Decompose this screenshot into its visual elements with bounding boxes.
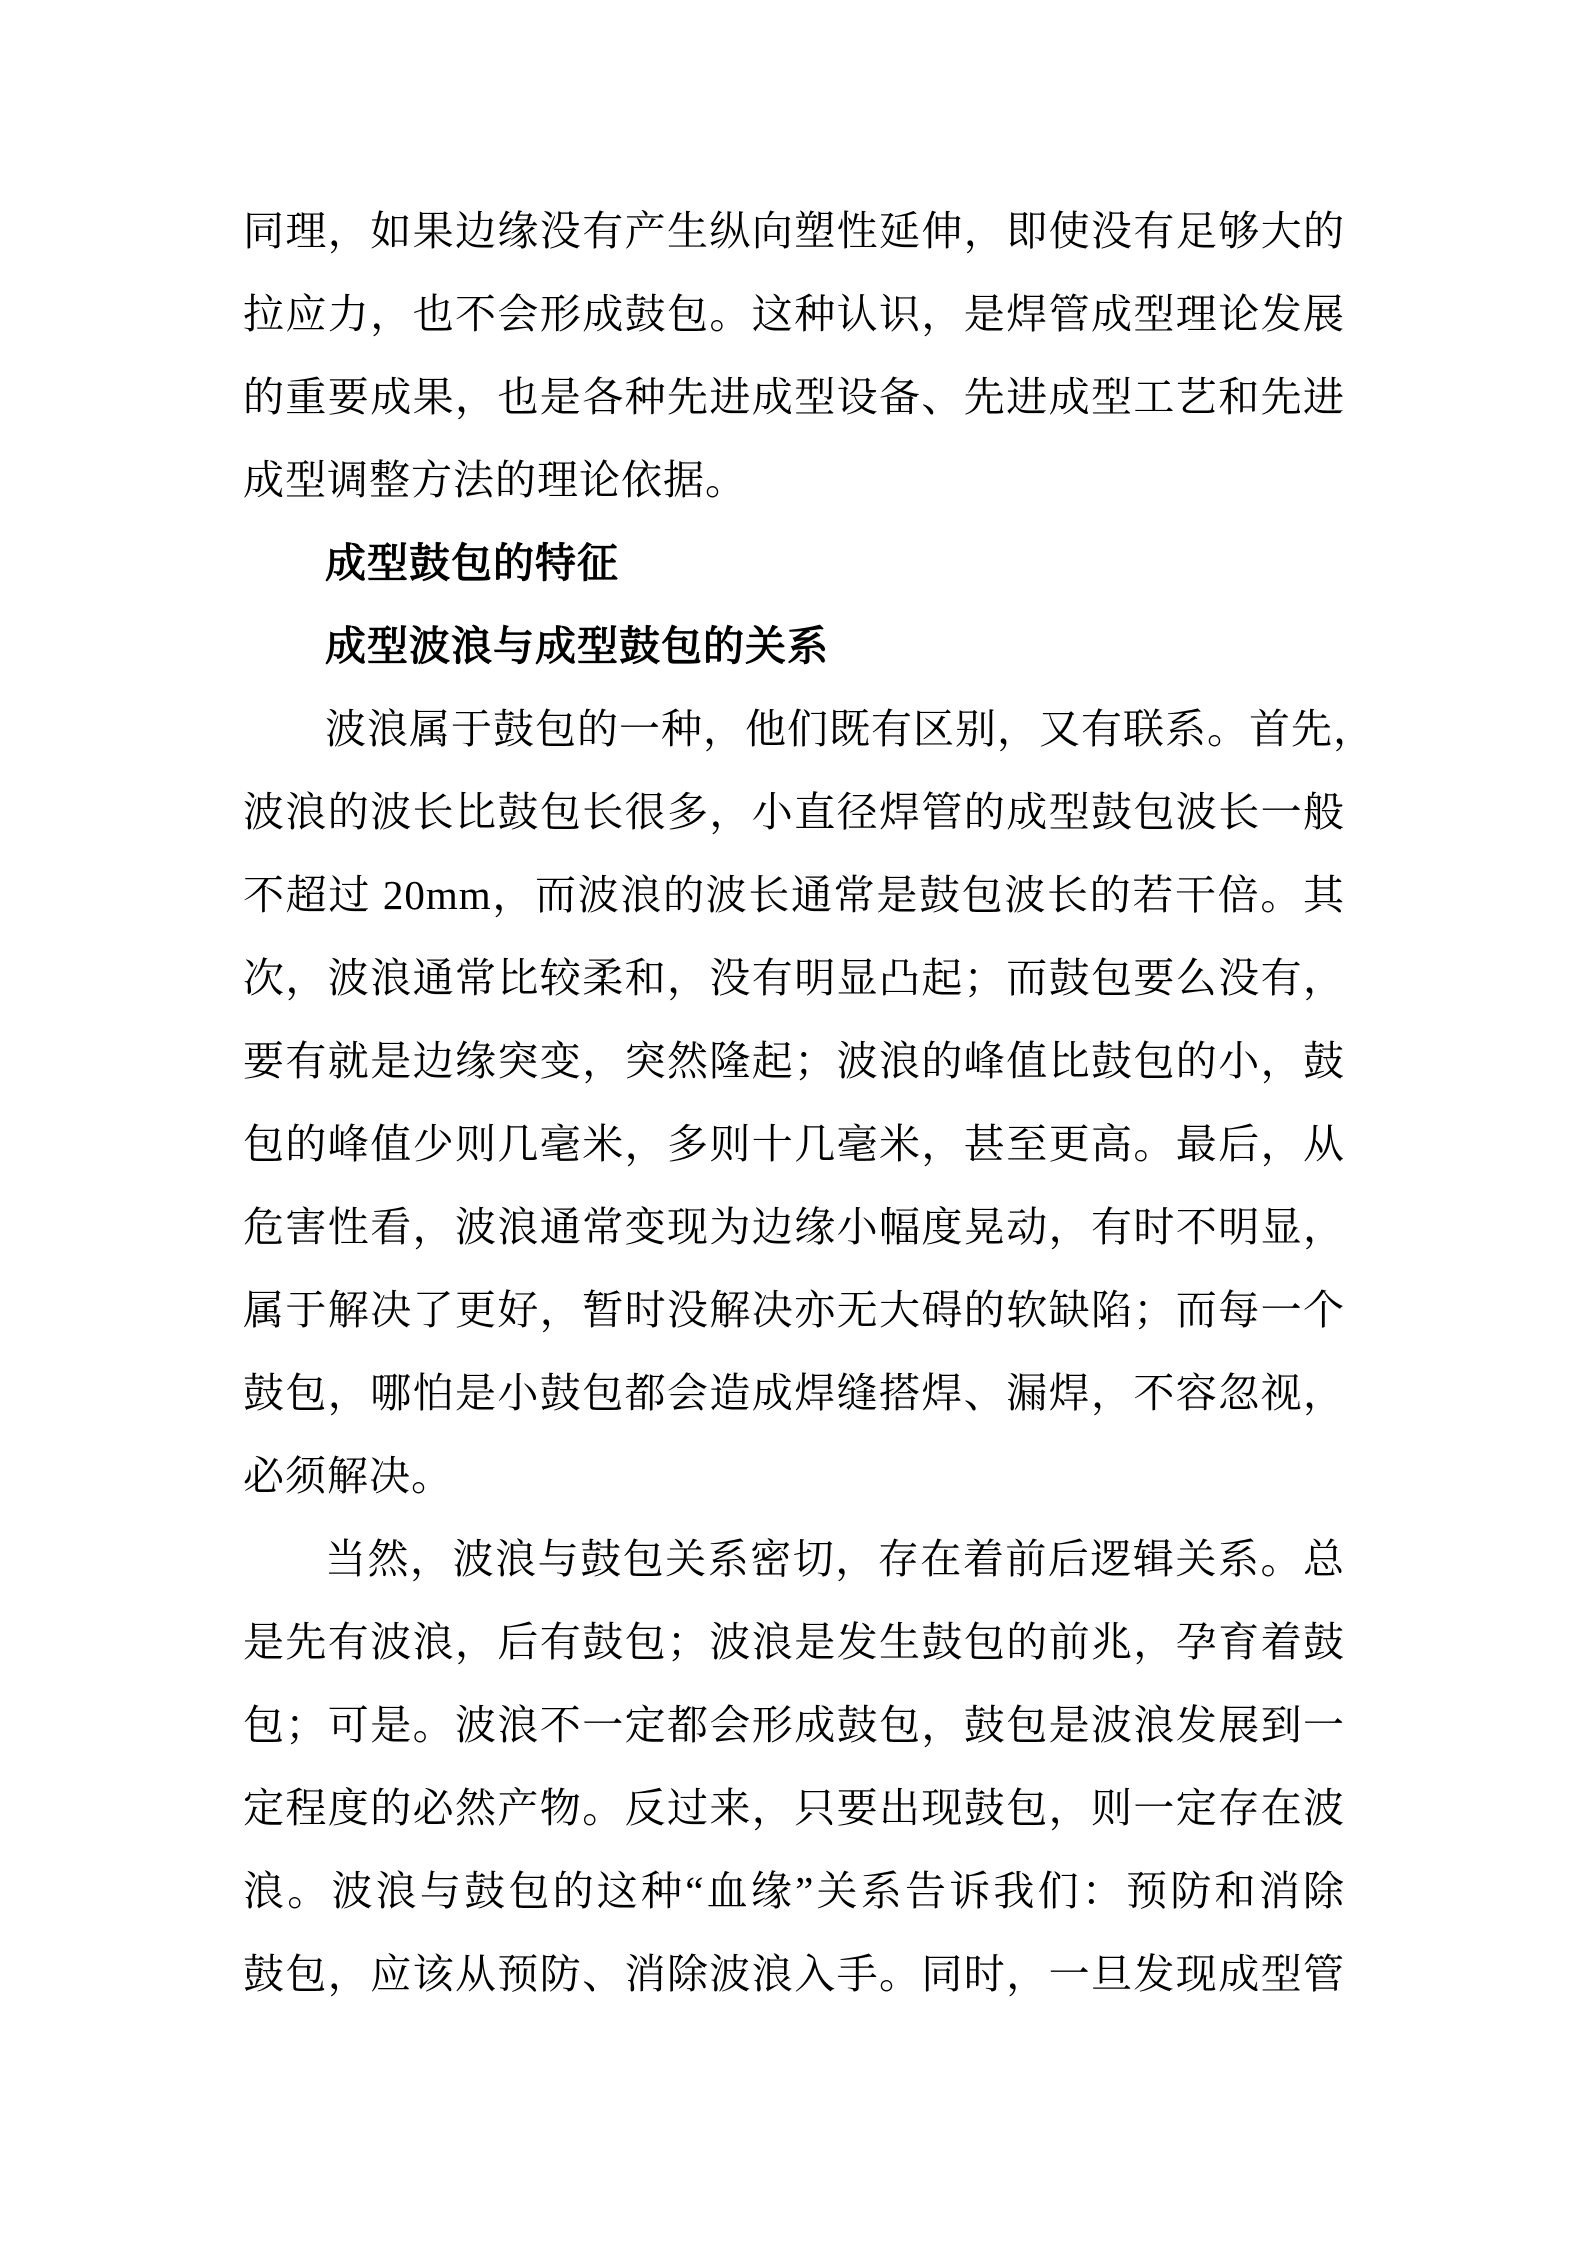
paragraph-line: 是先有波浪，后有鼓包；波浪是发生鼓包的前兆，孕育着鼓 bbox=[243, 1619, 1345, 1665]
paragraph-line: 鼓包，哪怕是小鼓包都会造成焊缝搭焊、漏焊，不容忽视， bbox=[243, 1370, 1345, 1416]
paragraph-line: 属于解决了更好，暂时没解决亦无大碍的软缺陷；而每一个 bbox=[243, 1287, 1345, 1333]
paragraph-line: 浪。波浪与鼓包的这种“血缘”关系告诉我们：预防和消除 bbox=[243, 1868, 1345, 1914]
paragraph-line: 必须解决。 bbox=[243, 1453, 453, 1499]
paragraph-line: 拉应力，也不会形成鼓包。这种认识，是焊管成型理论发展 bbox=[243, 291, 1345, 337]
paragraph-line: 包；可是。波浪不一定都会形成鼓包，鼓包是波浪发展到一 bbox=[243, 1702, 1345, 1748]
paragraph-line: 定程度的必然产物。反过来，只要出现鼓包，则一定存在波 bbox=[243, 1785, 1345, 1831]
paragraph-line: 的重要成果，也是各种先进成型设备、先进成型工艺和先进 bbox=[243, 374, 1345, 420]
paragraph-line: 波浪属于鼓包的一种，他们既有区别，又有联系。首先， bbox=[325, 706, 1375, 752]
heading-wave-bulge-relation: 成型波浪与成型鼓包的关系 bbox=[325, 623, 829, 669]
page-text-block bbox=[243, 190, 1375, 2016]
paragraph-line: 次，波浪通常比较柔和，没有明显凸起；而鼓包要么没有， bbox=[243, 955, 1345, 1001]
paragraph-line: 危害性看，波浪通常变现为边缘小幅度晃动，有时不明显， bbox=[243, 1204, 1345, 1250]
paragraph-line: 成型调整方法的理论依据。 bbox=[243, 457, 747, 503]
paragraph-line: 包的峰值少则几毫米，多则十几毫米，甚至更高。最后，从 bbox=[243, 1121, 1345, 1167]
paragraph-line: 不超过 20mm，而波浪的波长通常是鼓包波长的若干倍。其 bbox=[243, 872, 1345, 918]
paragraph-line: 鼓包，应该从预防、消除波浪入手。同时，一旦发现成型管 bbox=[243, 1951, 1345, 1997]
paragraph-line: 要有就是边缘突变，突然隆起；波浪的峰值比鼓包的小，鼓 bbox=[243, 1038, 1345, 1084]
paragraph-line: 波浪的波长比鼓包长很多，小直径焊管的成型鼓包波长一般 bbox=[243, 789, 1345, 835]
heading-bulge-features: 成型鼓包的特征 bbox=[325, 540, 619, 586]
paragraph-line: 当然，波浪与鼓包关系密切，存在着前后逻辑关系。总 bbox=[325, 1536, 1345, 1582]
paragraph-line: 同理，如果边缘没有产生纵向塑性延伸，即使没有足够大的 bbox=[243, 208, 1345, 254]
